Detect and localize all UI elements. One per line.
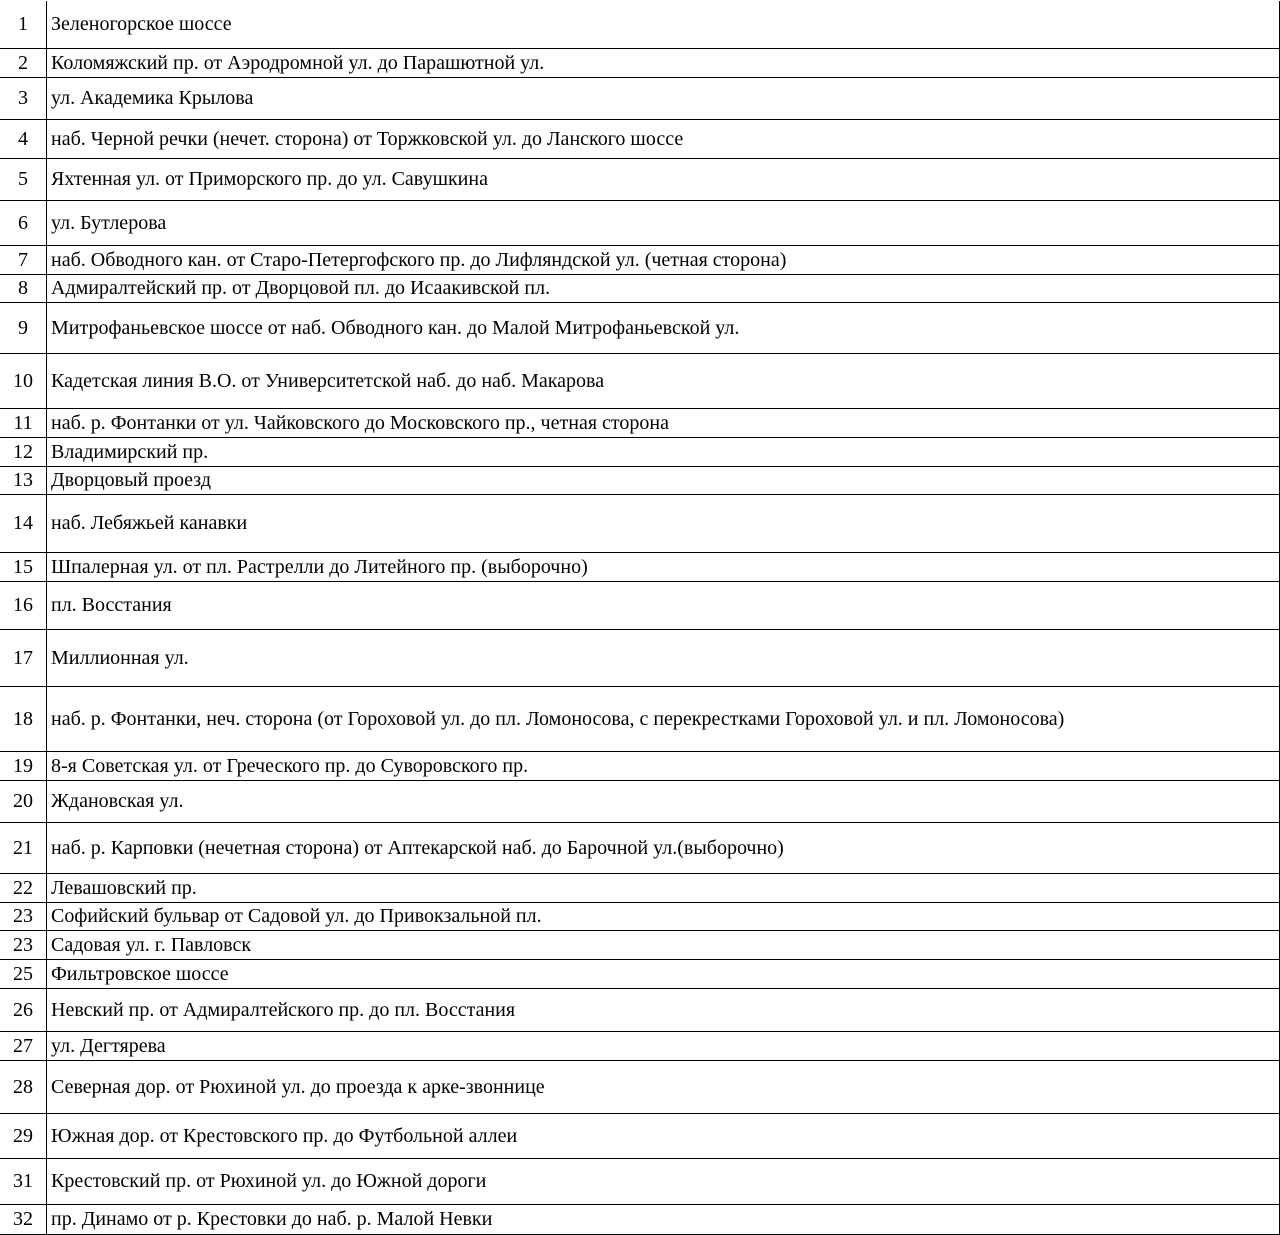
- street-name: Владимирский пр.: [47, 437, 1280, 466]
- row-number: 17: [0, 629, 47, 686]
- table-row: [0, 77, 1280, 119]
- street-name: ул. Дегтярева: [47, 1031, 1280, 1060]
- row-number: 28: [0, 1060, 47, 1113]
- streets-table: [0, 1, 1280, 1235]
- table-row: [0, 552, 1280, 581]
- street-name: Адмиралтейский пр. от Дворцовой пл. до Исаакивской пл.: [47, 274, 1280, 302]
- table-row: [0, 353, 1280, 408]
- row-number: 16: [0, 581, 47, 629]
- table-row: [0, 686, 1280, 751]
- table-row: [0, 245, 1280, 274]
- street-name: Южная дор. от Крестовского пр. до Футбольной аллеи: [47, 1113, 1280, 1158]
- table-row: [0, 822, 1280, 873]
- row-number: 31: [0, 1158, 47, 1204]
- street-name: ул. Академика Крылова: [47, 77, 1280, 119]
- row-number: 3: [0, 77, 47, 119]
- table-row: [0, 1113, 1280, 1158]
- row-number: 14: [0, 494, 47, 552]
- street-name: Коломяжский пр. от Аэродромной ул. до Парашютной ул.: [47, 48, 1280, 77]
- street-name: ул. Бутлерова: [47, 200, 1280, 245]
- row-number: 21: [0, 822, 47, 873]
- row-number: 11: [0, 408, 47, 437]
- row-number: 23: [0, 902, 47, 930]
- street-name: Зеленогорское шоссе: [47, 1, 1280, 48]
- row-number: 27: [0, 1031, 47, 1060]
- row-number: 9: [0, 302, 47, 353]
- table-row: [0, 959, 1280, 988]
- street-name: наб. р. Фонтанки, неч. сторона (от Гороховой ул. до пл. Ломоносова, с перекрестками Гороховой ул. и пл. Ломоносова): [47, 686, 1280, 751]
- row-number: 12: [0, 437, 47, 466]
- street-name: наб. Обводного кан. от Старо-Петергофского пр. до Лифляндской ул. (четная сторона): [47, 245, 1280, 274]
- street-name: Северная дор. от Рюхиной ул. до проезда к арке-звоннице: [47, 1060, 1280, 1113]
- table-row: [0, 581, 1280, 629]
- table-row: [0, 494, 1280, 552]
- row-number: 18: [0, 686, 47, 751]
- street-name: пр. Динамо от р. Крестовки до наб. р. Малой Невки: [47, 1204, 1280, 1234]
- row-number: 23: [0, 930, 47, 959]
- row-number: 25: [0, 959, 47, 988]
- table-row: [0, 1158, 1280, 1204]
- street-name: Левашовский пр.: [47, 873, 1280, 902]
- table-row: [0, 408, 1280, 437]
- street-name: пл. Восстания: [47, 581, 1280, 629]
- street-name: Митрофаньевское шоссе от наб. Обводного кан. до Малой Митрофаньевской ул.: [47, 302, 1280, 353]
- street-name: Кадетская линия В.О. от Университетской наб. до наб. Макарова: [47, 353, 1280, 408]
- table-row: [0, 629, 1280, 686]
- table-row: [0, 274, 1280, 302]
- row-number: 6: [0, 200, 47, 245]
- table-row: [0, 930, 1280, 959]
- row-number: 4: [0, 119, 47, 158]
- table-row: [0, 1, 1280, 48]
- table-row: [0, 302, 1280, 353]
- row-number: 1: [0, 1, 47, 48]
- table-row: [0, 119, 1280, 158]
- table-row: [0, 873, 1280, 902]
- table-row: [0, 780, 1280, 822]
- row-number: 2: [0, 48, 47, 77]
- street-name: Крестовский пр. от Рюхиной ул. до Южной дороги: [47, 1158, 1280, 1204]
- row-number: 19: [0, 751, 47, 780]
- table-row: [0, 988, 1280, 1031]
- row-number: 5: [0, 158, 47, 200]
- table-row: [0, 466, 1280, 494]
- row-number: 8: [0, 274, 47, 302]
- street-name: Садовая ул. г. Павловск: [47, 930, 1280, 959]
- row-number: 29: [0, 1113, 47, 1158]
- row-number: 22: [0, 873, 47, 902]
- table-row: [0, 1204, 1280, 1234]
- street-name: наб. Лебяжьей канавки: [47, 494, 1280, 552]
- street-name: Ждановская ул.: [47, 780, 1280, 822]
- table-row: [0, 48, 1280, 77]
- row-number: 10: [0, 353, 47, 408]
- row-number: 26: [0, 988, 47, 1031]
- street-name: Фильтровское шоссе: [47, 959, 1280, 988]
- street-name: Софийский бульвар от Садовой ул. до Привокзальной пл.: [47, 902, 1280, 930]
- row-number: 13: [0, 466, 47, 494]
- street-name: Шпалерная ул. от пл. Растрелли до Литейного пр. (выборочно): [47, 552, 1280, 581]
- row-number: 32: [0, 1204, 47, 1234]
- row-number: 7: [0, 245, 47, 274]
- table-row: [0, 751, 1280, 780]
- street-name: Миллионная ул.: [47, 629, 1280, 686]
- street-name: 8-я Советская ул. от Греческого пр. до Суворовского пр.: [47, 751, 1280, 780]
- street-name: наб. Черной речки (нечет. сторона) от Торжковской ул. до Ланского шоссе: [47, 119, 1280, 158]
- street-name: наб. р. Карповки (нечетная сторона) от Аптекарской наб. до Барочной ул.(выборочно): [47, 822, 1280, 873]
- table-row: [0, 902, 1280, 930]
- table-row: [0, 1060, 1280, 1113]
- street-name: Яхтенная ул. от Приморского пр. до ул. Савушкина: [47, 158, 1280, 200]
- row-number: 20: [0, 780, 47, 822]
- street-name: Дворцовый проезд: [47, 466, 1280, 494]
- street-name: Невский пр. от Адмиралтейского пр. до пл. Восстания: [47, 988, 1280, 1031]
- table-row: [0, 200, 1280, 245]
- table-row: [0, 158, 1280, 200]
- table-row: [0, 437, 1280, 466]
- street-name: наб. р. Фонтанки от ул. Чайковского до Московского пр., четная сторона: [47, 408, 1280, 437]
- table-row: [0, 1031, 1280, 1060]
- row-number: 15: [0, 552, 47, 581]
